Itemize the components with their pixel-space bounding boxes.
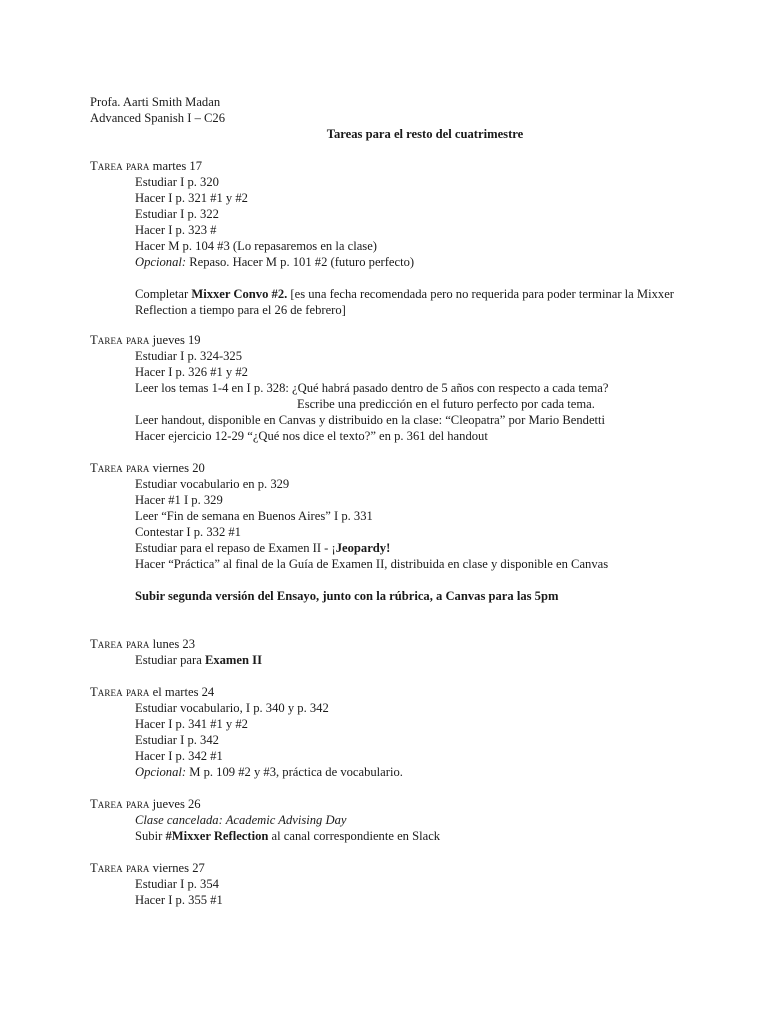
jeopardy-item bbox=[90, 540, 690, 556]
list-item: Leer handout, disponible en Canvas y distribuido en la clase: “Cleopatra” por Mario Bendetti bbox=[135, 413, 606, 427]
optional-label: Opcional: bbox=[135, 255, 187, 269]
section-lunes-23 bbox=[90, 636, 690, 668]
exam-pre: Estudiar para bbox=[135, 653, 205, 667]
optional-item bbox=[90, 254, 690, 270]
tarea-label: Tarea para bbox=[90, 685, 150, 699]
tarea-label: Tarea para bbox=[90, 797, 150, 811]
list-item: Leer los temas 1-4 en I p. 328: ¿Qué habrá pasado dentro de 5 años con respecto a cada tema? bbox=[135, 381, 609, 395]
list-item: Estudiar vocabulario en p. 329 bbox=[135, 477, 290, 491]
list-item: Hacer I p. 342 #1 bbox=[135, 749, 223, 763]
section-day: jueves 19 bbox=[149, 333, 201, 347]
list-item: Hacer I p. 323 # bbox=[135, 223, 217, 237]
section-day: lunes 23 bbox=[149, 637, 196, 651]
list-item: Hacer I p. 321 #1 y #2 bbox=[135, 191, 248, 205]
mixxer-convo-title: Mixxer Convo #2. bbox=[191, 287, 288, 301]
list-item: Estudiar I p. 324-325 bbox=[135, 349, 243, 363]
section-heading bbox=[90, 860, 690, 876]
list-item: Estudiar I p. 320 bbox=[135, 175, 219, 189]
optional-label: Opcional: bbox=[135, 765, 187, 779]
list-item: Estudiar I p. 322 bbox=[135, 207, 219, 221]
list-item: Hacer M p. 104 #3 (Lo repasaremos en la clase) bbox=[135, 239, 377, 253]
mixxer-pre: Completar bbox=[135, 287, 192, 301]
list-item: Hacer I p. 355 #1 bbox=[135, 893, 223, 907]
section-jueves-26 bbox=[90, 796, 690, 844]
section-viernes-20 bbox=[90, 460, 690, 604]
cancelled-text: Clase cancelada: Academic Advising Day bbox=[135, 813, 347, 827]
page-title: Tareas para el resto del cuatrimestre bbox=[326, 127, 524, 141]
optional-text: Repaso. Hacer M p. 101 #2 (futuro perfecto) bbox=[186, 255, 415, 269]
tarea-label: Tarea para bbox=[90, 159, 150, 173]
section-day: viernes 27 bbox=[149, 861, 205, 875]
section-heading bbox=[90, 636, 690, 652]
mixxer-convo-item bbox=[90, 286, 683, 318]
professor-name: Profa. Aarti Smith Madan bbox=[90, 95, 221, 109]
section-day: martes 17 bbox=[149, 159, 202, 173]
list-item: Hacer ejercicio 12-29 “¿Qué nos dice el texto?” en p. 361 del handout bbox=[135, 429, 488, 443]
tarea-label: Tarea para bbox=[90, 637, 150, 651]
reflection-post: al canal correspondiente en Slack bbox=[268, 829, 441, 843]
section-heading bbox=[90, 158, 690, 174]
tarea-label: Tarea para bbox=[90, 861, 150, 875]
optional-item bbox=[90, 764, 690, 780]
ensayo-text: Subir segunda versión del Ensayo, junto con la rúbrica, a Canvas para las 5pm bbox=[135, 589, 559, 603]
jeopardy-pre: Estudiar para el repaso de Examen II - ¡ bbox=[135, 541, 336, 555]
section-martes-17 bbox=[90, 158, 690, 318]
list-item: Hacer #1 I p. 329 bbox=[135, 493, 223, 507]
tarea-label: Tarea para bbox=[90, 461, 150, 475]
reflection-item bbox=[90, 828, 690, 844]
list-item: Hacer I p. 341 #1 y #2 bbox=[135, 717, 248, 731]
tarea-label: Tarea para bbox=[90, 333, 150, 347]
section-heading bbox=[90, 796, 690, 812]
assignment-list bbox=[90, 94, 690, 908]
list-item: Leer “Fin de semana en Buenos Aires” I p. 331 bbox=[135, 509, 373, 523]
section-heading bbox=[90, 460, 690, 476]
reflection-title: #Mixxer Reflection bbox=[165, 829, 269, 843]
list-item: Hacer “Práctica” al final de la Guía de Examen II, distribuida en clase y disponible en Canvas bbox=[135, 557, 609, 571]
exam-title: Examen II bbox=[204, 653, 262, 667]
section-heading bbox=[90, 684, 690, 700]
section-day: jueves 26 bbox=[149, 797, 201, 811]
section-martes-24 bbox=[90, 684, 690, 780]
section-day: el martes 24 bbox=[149, 685, 215, 699]
list-item: Contestar I p. 332 #1 bbox=[135, 525, 241, 539]
ensayo-item bbox=[90, 588, 690, 604]
cancelled-class-item bbox=[90, 812, 690, 828]
section-heading bbox=[90, 332, 690, 348]
exam-item bbox=[90, 652, 690, 668]
mixxer-note: [es una fecha recomendada pero no requerida para poder terminar la Mixxer Reflection a tiempo para el 26 de febrero] bbox=[135, 287, 674, 317]
list-item: Hacer I p. 326 #1 y #2 bbox=[135, 365, 248, 379]
list-item-continuation: Escribe una predicción en el futuro perfecto por cada tema. bbox=[297, 397, 595, 411]
jeopardy-title: Jeopardy! bbox=[335, 541, 391, 555]
course-name: Advanced Spanish I – C26 bbox=[90, 111, 226, 125]
reflection-pre: Subir bbox=[135, 829, 166, 843]
list-item: Estudiar I p. 354 bbox=[135, 877, 219, 891]
list-item: Estudiar I p. 342 bbox=[135, 733, 219, 747]
section-jueves-19 bbox=[90, 332, 690, 444]
list-item: Estudiar vocabulario, I p. 340 y p. 342 bbox=[135, 701, 329, 715]
section-viernes-27 bbox=[90, 860, 690, 908]
optional-text: M p. 109 #2 y #3, práctica de vocabulario. bbox=[186, 765, 403, 779]
section-day: viernes 20 bbox=[149, 461, 205, 475]
